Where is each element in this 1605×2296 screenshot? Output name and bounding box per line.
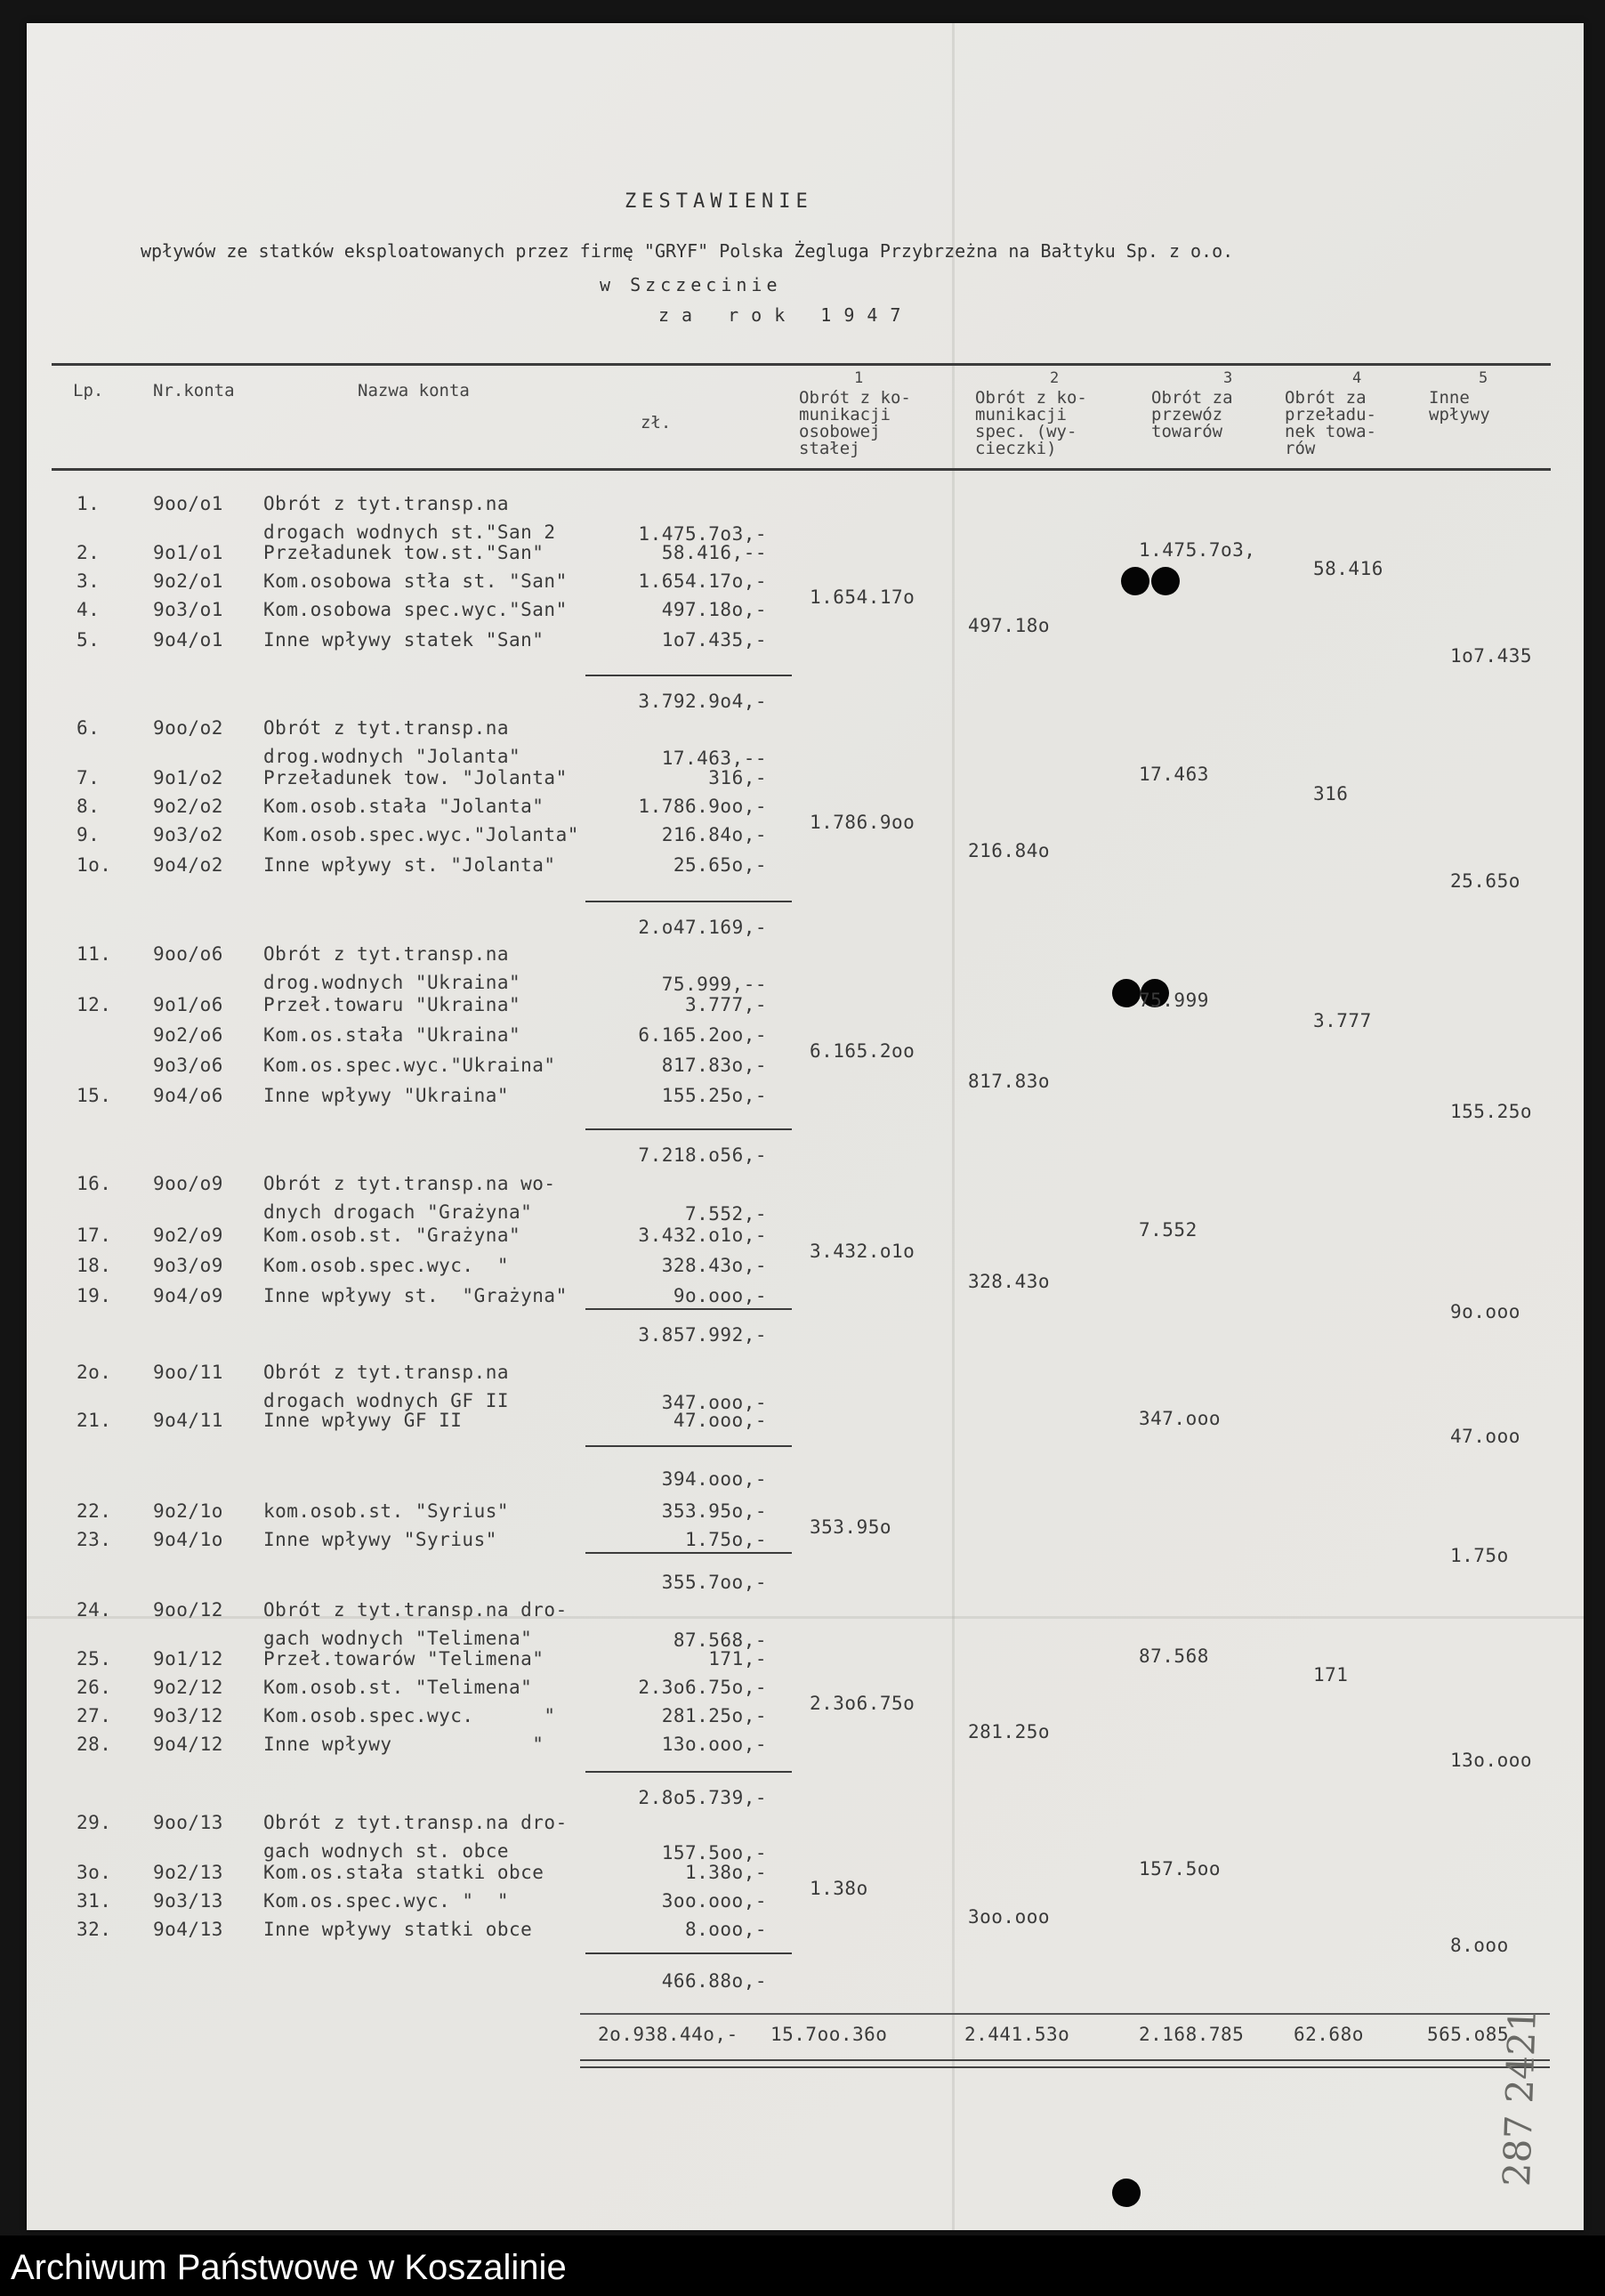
row-account: 9oo/13 <box>153 1812 223 1833</box>
document-sheet <box>27 23 1584 2230</box>
subtotal-underline <box>585 901 792 902</box>
row-number: 31. <box>77 1890 112 1912</box>
row-amount-zl: 817.83o,- <box>661 1055 767 1076</box>
row-account-name: Kom.osob.st. "Grażyna" <box>263 1225 521 1246</box>
row-account: 9o4/13 <box>153 1919 223 1940</box>
row-account-name: Kom.osob.spec.wyc. " <box>263 1255 510 1276</box>
document-subtitle: wpływów ze statków eksploatowanych przez firmę "GRYF" Polska Żegluga Przybrzeżna na Bałtyku Sp. z o.o. <box>141 240 1234 262</box>
column-number-c2: 2 <box>1050 369 1060 387</box>
row-amount-zl: 281.25o,- <box>661 1705 767 1726</box>
column-header-c1-line: stałej <box>799 439 860 458</box>
row-amount-zl: 497.18o,- <box>661 599 767 620</box>
column-header-c4-line: przeładu- <box>1285 405 1376 424</box>
row-account: 9o2/o9 <box>153 1225 223 1246</box>
row-value-c2: 817.83o <box>968 1071 1051 1092</box>
row-value-c1: 2.3o6.75o <box>810 1693 915 1714</box>
row-account-name: Inne wpływy st. "Grażyna" <box>263 1285 568 1306</box>
row-amount-zl: 58.416,-- <box>661 542 767 563</box>
row-value-c4: 58.416 <box>1313 558 1383 579</box>
subtotal-amount: 3.792.9o4,- <box>638 691 767 712</box>
archive-footer-label: Archiwum Państwowe w Koszalinie <box>11 2248 567 2287</box>
row-account-name: Obrót z tyt.transp.na dro- <box>263 1599 568 1621</box>
row-value-c5: 8.ooo <box>1450 1935 1509 1956</box>
row-number: 24. <box>77 1599 112 1621</box>
row-account: 9o4/o6 <box>153 1085 223 1106</box>
total-c1: 15.7oo.36o <box>770 2024 888 2045</box>
row-amount-zl: 1.786.9oo,- <box>638 796 767 817</box>
row-account: 9o3/o6 <box>153 1055 223 1076</box>
row-account: 9o2/o6 <box>153 1024 223 1046</box>
row-number: 26. <box>77 1677 112 1698</box>
row-number: 28. <box>77 1734 112 1755</box>
row-account-name: Przeładunek tow.st."San" <box>263 542 544 563</box>
row-account-name: drogach wodnych GF II <box>263 1390 510 1411</box>
row-account-name: Kom.osob.spec.wyc. " <box>263 1705 556 1726</box>
column-header-name: Nazwa konta <box>358 381 470 400</box>
column-header-c4-line: Obrót za <box>1285 388 1367 408</box>
row-number: 2o. <box>77 1362 112 1383</box>
row-account: 9o4/o2 <box>153 854 223 876</box>
row-amount-zl: 2.3o6.75o,- <box>638 1677 767 1698</box>
punch-hole <box>1121 567 1149 595</box>
column-header-c2-line: Obrót z ko- <box>975 388 1087 408</box>
row-account-name: Obrót z tyt.transp.na <box>263 1362 510 1383</box>
punch-hole <box>1112 979 1141 1007</box>
subtotal-amount: 394.ooo,- <box>661 1468 767 1490</box>
row-account-name: Kom.osob.st. "Telimena" <box>263 1677 533 1698</box>
row-account-name: Inne wpływy "Syrius" <box>263 1529 497 1550</box>
row-amount-zl: 3.777,- <box>684 994 767 1015</box>
row-value-c1: 3.432.o1o <box>810 1241 915 1262</box>
row-number: 15. <box>77 1085 112 1106</box>
row-amount-zl: 47.ooo,- <box>673 1410 767 1431</box>
row-value-c5: 1o7.435 <box>1450 645 1533 667</box>
row-amount-zl: 157.5oo,- <box>661 1842 767 1863</box>
column-header-c1-line: osobowej <box>799 422 881 441</box>
row-value-c5: 155.25o <box>1450 1101 1533 1122</box>
row-number: 29. <box>77 1812 112 1833</box>
row-value-c3: 347.ooo <box>1139 1408 1222 1429</box>
row-amount-zl: 3oo.ooo,- <box>661 1890 767 1912</box>
subtotal-amount: 3.857.992,- <box>638 1324 767 1346</box>
row-amount-zl: 1.38o,- <box>684 1862 767 1883</box>
row-amount-zl: 1o7.435,- <box>661 629 767 651</box>
row-number: 4. <box>77 599 101 620</box>
subtotal-amount: 2.o47.169,- <box>638 917 767 938</box>
row-account: 9o3/o2 <box>153 824 223 845</box>
row-number: 32. <box>77 1919 112 1940</box>
column-header-c3-line: przewóz <box>1151 405 1223 424</box>
document-title: ZESTAWIENIE <box>625 190 813 213</box>
header-bottom-rule <box>52 468 1551 471</box>
row-account-name: Kom.osob.stała "Jolanta" <box>263 796 544 817</box>
column-header-c2-line: spec. (wy- <box>975 422 1077 441</box>
row-value-c3: 87.568 <box>1139 1645 1209 1667</box>
row-account-name: Obrót z tyt.transp.na <box>263 493 510 514</box>
total-c3: 2.168.785 <box>1139 2024 1245 2045</box>
total-c4: 62.68o <box>1294 2024 1364 2045</box>
row-number: 12. <box>77 994 112 1015</box>
subtotal-amount: 466.88o,- <box>661 1970 767 1992</box>
row-account: 9o3/12 <box>153 1705 223 1726</box>
column-header-c5-line: Inne <box>1429 388 1470 408</box>
row-number: 16. <box>77 1173 112 1194</box>
row-account-name: drogach wodnych st."San 2 <box>263 521 556 543</box>
row-number: 17. <box>77 1225 112 1246</box>
row-account-name: Kom.osobowa spec.wyc."San" <box>263 599 568 620</box>
row-account-name: Kom.os.spec.wyc. " " <box>263 1890 510 1912</box>
document-subtitle-year: za rok 1947 <box>658 304 914 326</box>
row-account-name: Inne wpływy " <box>263 1734 544 1755</box>
column-number-c4: 4 <box>1352 369 1362 387</box>
subtotal-amount: 7.218.o56,- <box>638 1144 767 1166</box>
document-subtitle-city: w Szczecinie <box>600 274 782 295</box>
row-account-name: kom.osob.st. "Syrius" <box>263 1500 510 1522</box>
subtotal-underline <box>585 1308 792 1310</box>
row-value-c5: 13o.ooo <box>1450 1750 1533 1771</box>
subtotal-underline <box>585 1445 792 1447</box>
row-account: 9o4/o9 <box>153 1285 223 1306</box>
row-account-name: gach wodnych "Telimena" <box>263 1628 533 1649</box>
row-value-c3: 157.5oo <box>1139 1858 1222 1880</box>
row-account: 9oo/o9 <box>153 1173 223 1194</box>
row-value-c5: 1.75o <box>1450 1545 1509 1566</box>
subtotal-underline <box>585 1552 792 1554</box>
row-amount-zl: 328.43o,- <box>661 1255 767 1276</box>
row-amount-zl: 75.999,-- <box>661 974 767 995</box>
row-account-name: Inne wpływy "Ukraina" <box>263 1085 510 1106</box>
row-account-name: Kom.os.stała "Ukraina" <box>263 1024 521 1046</box>
row-amount-zl: 316,- <box>708 767 767 788</box>
row-account-name: dnych drogach "Grażyna" <box>263 1201 533 1223</box>
row-account-name: Przeł.towarów "Telimena" <box>263 1648 544 1669</box>
row-number: 21. <box>77 1410 112 1431</box>
totals-double-rule <box>580 2059 1550 2068</box>
punch-hole <box>1112 2179 1141 2207</box>
row-account: 9oo/12 <box>153 1599 223 1621</box>
row-account-name: gach wodnych st. obce <box>263 1840 510 1862</box>
row-account: 9o1/o2 <box>153 767 223 788</box>
row-value-c1: 1.38o <box>810 1878 868 1899</box>
subtotal-amount: 2.8o5.739,- <box>638 1787 767 1808</box>
row-value-c1: 6.165.2oo <box>810 1040 915 1062</box>
row-account-name: drog.wodnych "Jolanta" <box>263 746 521 767</box>
row-account: 9o4/o1 <box>153 629 223 651</box>
column-number-c5: 5 <box>1479 369 1488 387</box>
row-number: 18. <box>77 1255 112 1276</box>
row-account-name: Inne wpływy GF II <box>263 1410 463 1431</box>
total-c5: 565.o85 <box>1427 2024 1510 2045</box>
column-number-c1: 1 <box>854 369 864 387</box>
row-value-c1: 1.786.9oo <box>810 812 915 833</box>
row-account: 9o1/o1 <box>153 542 223 563</box>
row-amount-zl: 87.568,- <box>673 1629 767 1651</box>
row-account-name: Kom.osobowa stła st. "San" <box>263 570 568 592</box>
row-account-name: drog.wodnych "Ukraina" <box>263 972 521 993</box>
column-number-c3: 3 <box>1223 369 1233 387</box>
row-account-name: Inne wpływy statek "San" <box>263 629 544 651</box>
row-account: 9o3/13 <box>153 1890 223 1912</box>
row-account-name: Przeładunek tow. "Jolanta" <box>263 767 568 788</box>
row-value-c2: 328.43o <box>968 1271 1051 1292</box>
row-value-c2: 216.84o <box>968 840 1051 861</box>
row-account: 9oo/11 <box>153 1362 223 1383</box>
row-value-c1: 1.654.17o <box>810 586 915 608</box>
row-amount-zl: 25.65o,- <box>673 854 767 876</box>
row-account-name: Obrót z tyt.transp.na wo- <box>263 1173 556 1194</box>
row-number: 19. <box>77 1285 112 1306</box>
row-number: 3. <box>77 570 101 592</box>
row-amount-zl: 17.463,-- <box>661 748 767 769</box>
row-value-c4: 3.777 <box>1313 1010 1372 1031</box>
row-amount-zl: 155.25o,- <box>661 1085 767 1106</box>
row-number: 7. <box>77 767 101 788</box>
row-amount-zl: 9o.ooo,- <box>673 1285 767 1306</box>
row-number: 2. <box>77 542 101 563</box>
row-account: 9o1/12 <box>153 1648 223 1669</box>
total-zl: 2o.938.44o,- <box>598 2024 738 2045</box>
column-header-c5-line: wpływy <box>1429 405 1490 424</box>
row-value-c5: 9o.ooo <box>1450 1301 1520 1322</box>
row-account-name: Obrót z tyt.transp.na dro- <box>263 1812 568 1833</box>
column-header-c3-line: towarów <box>1151 422 1223 441</box>
row-account: 9o2/o2 <box>153 796 223 817</box>
row-account: 9o2/12 <box>153 1677 223 1698</box>
column-header-c4-line: rów <box>1285 439 1316 458</box>
row-number: 22. <box>77 1500 112 1522</box>
row-number: 3o. <box>77 1862 112 1883</box>
row-amount-zl: 1.654.17o,- <box>638 570 767 592</box>
row-value-c5: 47.ooo <box>1450 1426 1520 1447</box>
row-number: 8. <box>77 796 101 817</box>
row-amount-zl: 7.552,- <box>684 1203 767 1225</box>
row-account-name: Kom.osob.spec.wyc."Jolanta" <box>263 824 579 845</box>
row-account: 9o2/13 <box>153 1862 223 1883</box>
total-c2: 2.441.53o <box>964 2024 1070 2045</box>
row-account: 9o2/1o <box>153 1500 223 1522</box>
row-amount-zl: 6.165.2oo,- <box>638 1024 767 1046</box>
row-number: 1. <box>77 493 101 514</box>
row-number: 6. <box>77 717 101 739</box>
row-value-c2: 3oo.ooo <box>968 1906 1051 1928</box>
row-value-c2: 497.18o <box>968 615 1051 636</box>
row-account: 9o4/12 <box>153 1734 223 1755</box>
row-value-c3: 75.999 <box>1139 990 1209 1011</box>
row-value-c4: 316 <box>1313 783 1349 804</box>
totals-rule <box>580 2013 1550 2015</box>
row-amount-zl: 13o.ooo,- <box>661 1734 767 1755</box>
row-number: 25. <box>77 1648 112 1669</box>
row-number: 11. <box>77 943 112 965</box>
punch-hole <box>1151 567 1180 595</box>
row-account-name: Obrót z tyt.transp.na <box>263 717 510 739</box>
column-header-c1-line: Obrót z ko- <box>799 388 911 408</box>
column-header-c1-line: munikacji <box>799 405 891 424</box>
row-amount-zl: 216.84o,- <box>661 824 767 845</box>
column-header-zl: zł. <box>641 413 672 433</box>
row-account: 9o3/o1 <box>153 599 223 620</box>
row-value-c1: 353.95o <box>810 1516 892 1538</box>
row-number: 5. <box>77 629 101 651</box>
row-number: 9. <box>77 824 101 845</box>
row-account-name: Inne wpływy statki obce <box>263 1919 533 1940</box>
subtotal-amount: 355.7oo,- <box>661 1572 767 1593</box>
row-account: 9o3/o9 <box>153 1255 223 1276</box>
column-header-c3-line: Obrót za <box>1151 388 1233 408</box>
row-number: 27. <box>77 1705 112 1726</box>
archive-footer <box>0 2235 1605 2296</box>
column-header-lp: Lp. <box>73 381 104 400</box>
row-value-c3: 7.552 <box>1139 1219 1198 1241</box>
row-amount-zl: 171,- <box>708 1648 767 1669</box>
column-header-account: Nr.konta <box>153 381 235 400</box>
row-account-name: Inne wpływy st. "Jolanta" <box>263 854 556 876</box>
row-amount-zl: 3.432.o1o,- <box>638 1225 767 1246</box>
column-header-c2-line: munikacji <box>975 405 1067 424</box>
row-account: 9oo/o1 <box>153 493 223 514</box>
row-account: 9oo/o2 <box>153 717 223 739</box>
subtotal-underline <box>585 675 792 676</box>
subtotal-underline <box>585 1128 792 1130</box>
row-account: 9oo/o6 <box>153 943 223 965</box>
row-account: 9o2/o1 <box>153 570 223 592</box>
row-amount-zl: 1.75o,- <box>684 1529 767 1550</box>
row-number: 23. <box>77 1529 112 1550</box>
row-amount-zl: 347.ooo,- <box>661 1392 767 1413</box>
row-account: 9o4/1o <box>153 1529 223 1550</box>
subtotal-underline <box>585 1771 792 1773</box>
row-account: 9o4/11 <box>153 1410 223 1431</box>
row-amount-zl: 353.95o,- <box>661 1500 767 1522</box>
column-header-c2-line: cieczki) <box>975 439 1057 458</box>
header-top-rule <box>52 363 1551 366</box>
row-amount-zl: 1.475.7o3,- <box>638 523 767 545</box>
column-header-c4-line: nek towa- <box>1285 422 1376 441</box>
row-value-c3: 1.475.7o3, <box>1139 539 1256 561</box>
row-account-name: Przeł.towaru "Ukraina" <box>263 994 521 1015</box>
row-value-c3: 17.463 <box>1139 764 1209 785</box>
handwritten-page-number: 287 2421 <box>1495 2007 1545 2187</box>
row-number: 1o. <box>77 854 112 876</box>
row-value-c5: 25.65o <box>1450 870 1520 892</box>
row-amount-zl: 8.ooo,- <box>684 1919 767 1940</box>
row-account: 9o1/o6 <box>153 994 223 1015</box>
row-account-name: Obrót z tyt.transp.na <box>263 943 510 965</box>
subtotal-underline <box>585 1952 792 1954</box>
row-account-name: Kom.os.stała statki obce <box>263 1862 544 1883</box>
row-value-c4: 171 <box>1313 1664 1349 1686</box>
row-value-c2: 281.25o <box>968 1721 1051 1742</box>
row-account-name: Kom.os.spec.wyc."Ukraina" <box>263 1055 556 1076</box>
